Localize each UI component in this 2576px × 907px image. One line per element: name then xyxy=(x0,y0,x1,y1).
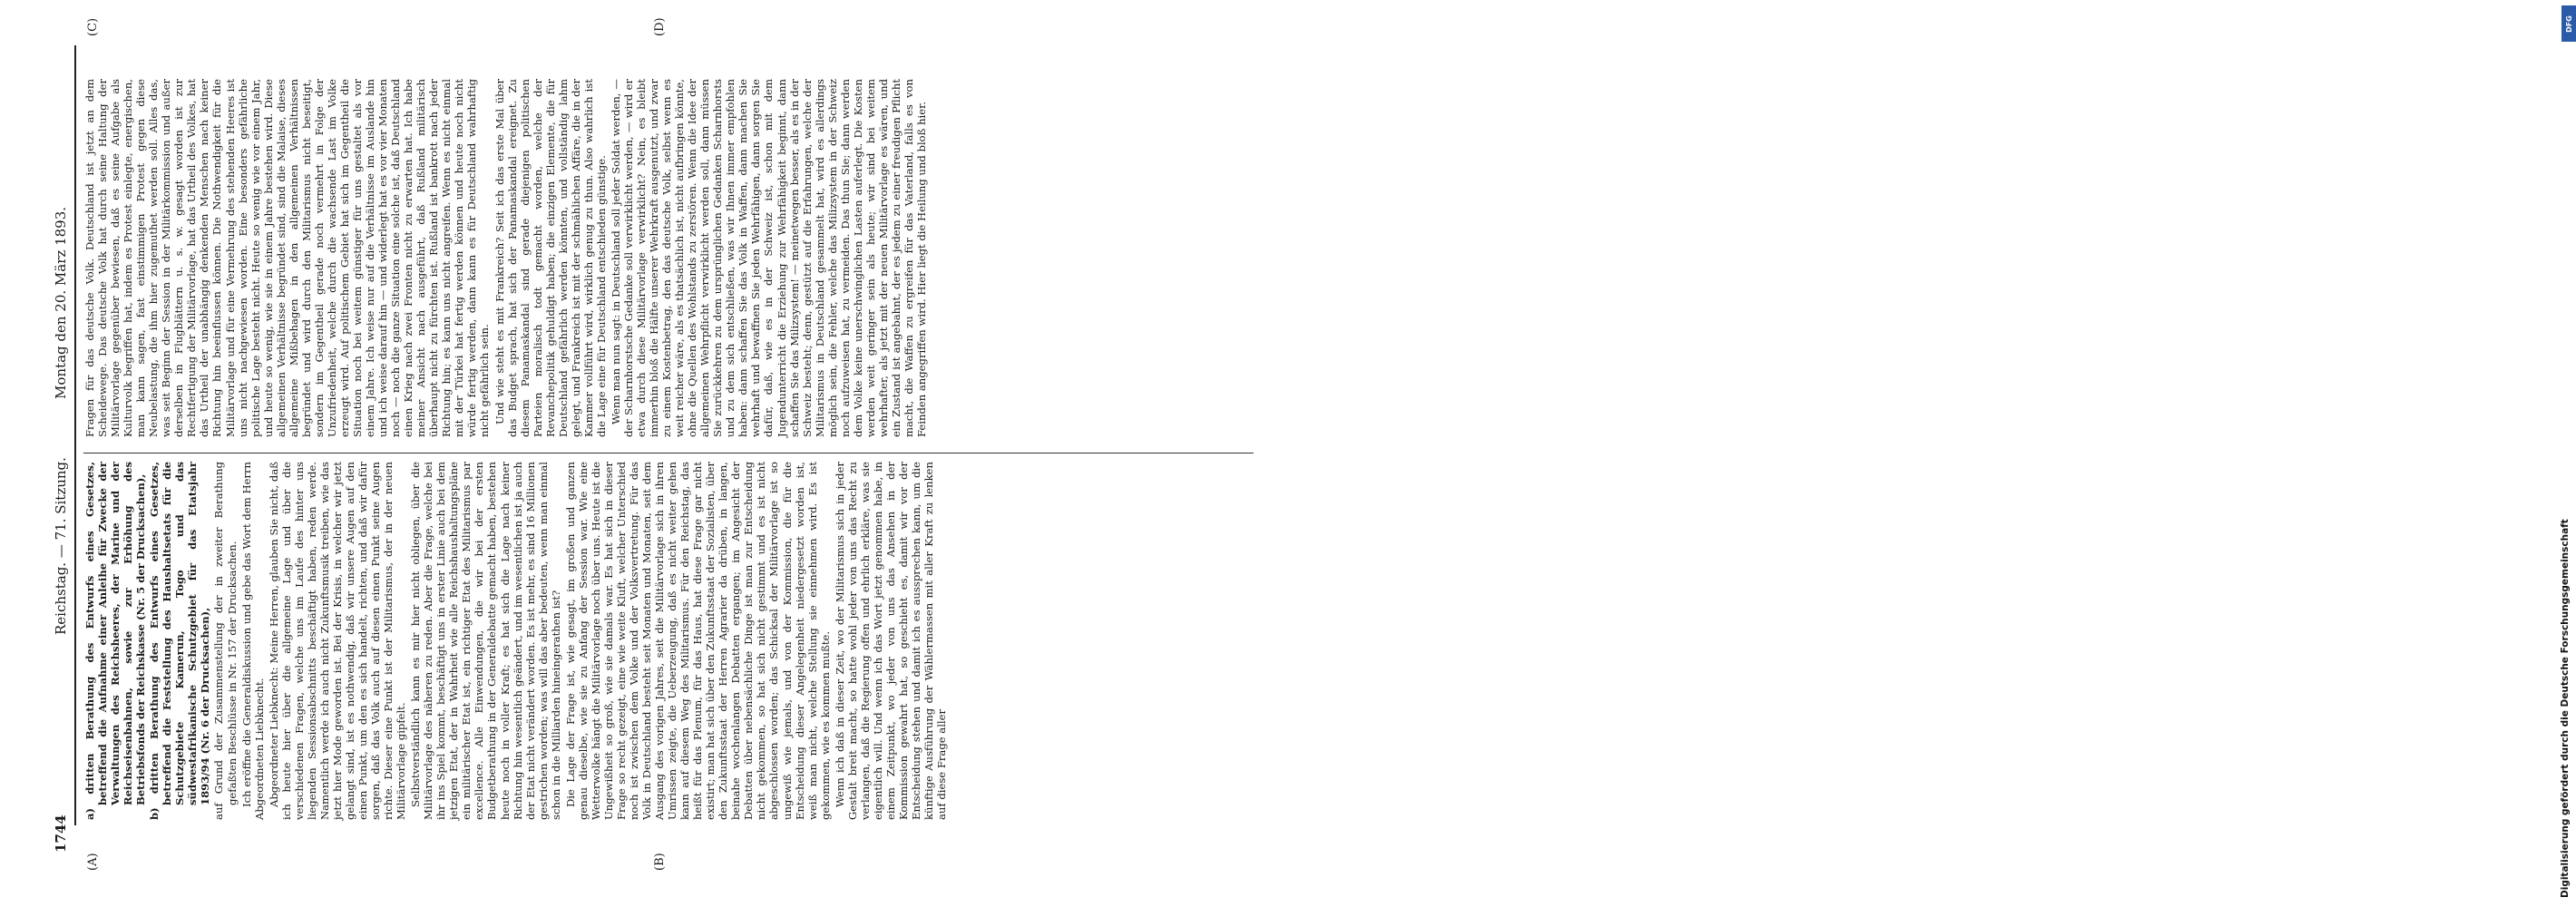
paragraph: Fragen für das deutsche Volk. Deutschland ist jetzt an dem Scheidewege. Das deutsche Volk hat durch seine Haltung der Militärvorlage gegenüber bewiesen, daß es seine Aufgabe als Kulturvolk begriffen hat, indem es Protest einlegte, energischen, man kann sagen, fast einstimmigen Protest gegen diese Neubelastung, die ihm hier zugemuthet werden soll. Alles das, was seit Beginn der Session in der Militärkommission und außer derselben in Flugblättern u. s. w. gesagt worden ist zur Rechtfertigung der Militärvorlage, hat das Urtheil des Volkes, hat das Urtheil der unabhängig denkenden Menschen nach keiner Richtung hin beeinflussen können. Die Nothwendigkeit für die Militärvorlage und für eine Vermehrung des stehenden Heeres ist uns nicht nachgewiesen worden. Eine besonders gefährliche politische Lage besteht nicht. Heute so wenig wie vor einem Jahr, und heute so wenig, wie sie in einem Jahre bestehen wird. Diese allgemeinen Verhältnisse begründet sind, sind die Malaise, dieses allgemeine Mißbehagen in den allgemeinen Verhältnissen begründet und wird durch den Militarismus nicht beseitigt, sondern im Gegentheil gerade noch vermehrt in Folge der Unzufriedenheit, welche durch die wachsende Last im Volke erzeugt wird. Auf politischem Gebiet hat sich im Gegentheil die Situation noch bei weitem günstiger für uns gestaltet als vor einem Jahre. Ich weise nur auf die Verhältnisse im Auslande hin und ich weise darauf hin — und widerlegt hat es vor vier Monaten noch — noch die ganze Situation eine solche ist, daß Deutschland einen Krieg nach zwei Fronten nicht zu erwarten hat. Ich habe meiner Ansicht nach ausgeführt, daß Rußland militärisch überhaupt nicht zu fürchten ist. Rußland ist bankrott nach jeder Richtung hin; es kann uns nicht angreifen. Wenn es nicht einmal mit der Türkei hat fertig werden können und heute noch nicht würde fertig werden, dann kann es für Deutschland wahrhaftig nicht gefährlich sein. xyxy=(83,79,492,437)
header-left-title: Reichstag. — 71. Sitzung. xyxy=(53,457,69,635)
paragraph: Und wie steht es mit Frankreich? Seit ich das erste Mal über das Budget sprach, hat sich der Panamaskandal ereignet. Zu diesem Panamaskandal sind gerade diejenigen politischen Parteien moralisch todt gemacht worden, welche der Revanchepolitik gehuldigt haben; die einzigen Elemente, die für Deutschland gefährlich werden könnten, und vollständig lahm gelegt, und Frankreich ist mit der schmählichen Affäre, die in der Kammer vollführt wird, wirklich genug zu thun. Also wahrlich ist die Lage eine für Deutschland entschieden günstige. xyxy=(493,79,608,437)
speech-paragraph: Abgeordneter Liebknecht: Meine Herren, glauben Sie nicht, daß ich heute hier über die allgemeine Lage und über die verschiedenen Fragen, welche uns im Laufe des hinter uns liegenden Sessionsabschnitts beschäftigt haben, reden werde. Namentlich werde ich auch nicht Zukunftsmusik treiben, wie das jetzt hier Mode geworden ist. Bei der Krisis, in welcher wir jetzt gelangt sind, ist es nothwendig, daß wir unsere Augen auf den einen Punkt, um den es sich handelt, richten, und daß wir dafür sorgen, daß das Volk auch auf diesen einen Punkt seine Augen richte. Dieser eine Punkt ist der Militarismus, der in der neuen Militärvorlage gipfelt. xyxy=(267,462,408,820)
paragraph: Ich eröffne die Generaldiskussion und gebe das Wort dem Herrn Abgeordneten Liebknecht. xyxy=(239,462,266,820)
digitization-credit-text: Digitalisierung gefördert durch die Deutsche Forschungsgemeinschaft xyxy=(2560,519,2571,898)
paragraph: Wenn man nun sagt: in Deutschland soll jeder Soldat werden, — der Scharnhorstsche Gedanke soll verwirklicht werden, — wird er etwa durch diese Militärvorlage verwirklicht? Nein, es bleibt immerhin bloß die Hälfte unserer Wehrkraft ausgenutzt, und zwar zu einem Kostenbetrag, den das deutsche Volk, selbst wenn es weit reicher wäre, als es thatsächlich ist, nicht aufbringen könnte, ohne die Quellen des Wohlstands zu zerstören. Wenn die Idee der allgemeinen Wehrpflicht verwirklicht werden soll, dann müssen Sie zurückkehren zu dem ursprünglichen Gedanken Scharnhorsts und zu dem sich entschließen, was wir Ihnen immer empfohlen haben: dann schaffen Sie das Volk in Waffen, dann machen Sie wehrhaft und bewaffnen Sie jeden Wehrfähigen, dann sorgen Sie dafür, daß, wie es in der Schweiz ist, schon mit dem Jugendunterricht die Erziehung zur Wehrfähigkeit beginnt, dann schaffen Sie das Milizsystem! — meinetwegen besser, als es in der Schweiz besteht; denn, gestützt auf die Erfahrungen, welche der Militarismus in Deutschland gesammelt hat, wird es allerdings möglich sein, die Fehler, welche das Milizsystem in der Schweiz noch aufzuweisen hat, zu vermeiden. Das thun Sie; dann werden dem Volke keine unerschwinglichen Lasten auferlegt. Die Kosten werden weit geringer sein als heute; wir sind bei weitem wehrhafter, als jetzt mit der neuen Militärvorlage es wären, und ein Zustand ist angebahnt, der es jedem zu einer freudigen Pflicht macht, die Waffen zu ergreifen für das Vaterland, falls es von Feinden angegriffen wird. Hier liegt die Heilung und bloß hier. xyxy=(609,79,929,437)
agenda-list xyxy=(83,462,239,820)
margin-marker-b: (B) xyxy=(653,853,667,871)
page-number: 1744 xyxy=(53,814,69,853)
agenda-note: auf Grund der Zusammenstellung der in zweiter Berathung gefaßten Beschlüsse in Nr. 157 der Drucksachen. xyxy=(212,462,239,820)
header-right-title: Montag den 20. März 1893. xyxy=(53,206,69,399)
right-column xyxy=(83,79,930,437)
agenda-item-b: b) dritten Berathung des Entwurfs eines Gesetzes, betreffend die Feststellung des Haushaltsetats für die Schutzgebiete Kamerun, Togo und das südwestafrikanische Schutzgebiet für das Etatsjahr 1893/94 (Nr. 6 der Drucksachen), xyxy=(148,462,212,820)
paragraph: Selbstverständlich kann es mir hier nicht obliegen, über die Militärvorlage des näheren zu reden. Aber die Frage, welche bei ihr ins Spiel kommt, beschäftigt uns in erster Linie auch bei dem jetzigen Etat, der in Wahrheit wie alle Reichshaushaltungspläne ein militärischer Etat ist, ein richtiger Etat des Militarismus par excellence. Alle Einwendungen, die wir bei der ersten Budgetberathung in der Generaldebatte gemacht haben, bestehen heute noch in voller Kraft; es hat sich die Lage nach keiner Richtung hin wesentlich geändert, und im wesentlichen ist ja auch der Etat nicht verändert worden. Es ist mehr, es sind 16 Millionen gestrichen worden; was will das aber bedeuten, wenn man einmal schon in die Milliarden hineingerathen ist? xyxy=(409,462,562,820)
margin-marker-d: (D) xyxy=(653,17,667,36)
paragraph: Die Lage der Frage ist, wie gesagt, im großen und ganzen genau dieselbe, wie sie zu Anfang der Session war. Wie eine Wetterwolke hängt die Militärvorlage noch über uns. Heute ist die Ungewißheit so groß, wie sie damals war. Es hat sich in dieser Frage so recht gezeigt, eine wie weite Kluft, welcher Unterschied noch ist zwischen dem Volke und der Volksvertretung. Für das Volk in Deutschland besteht seit Monaten und Monaten, seit dem Ausgang des vorigen Jahres, seit die Militärvorlage sich in ihren Umrissen zeigte, die Ueberzeugung, daß es nicht weiter gehen kann auf diesem Weg des Militarismus. Für den Reichstag, das heißt für das Plenum, für das Haus, hat diese Frage gar nicht existirt; man hat sich über den Zukunftsstaat der Sozialisten, über den Zukunftsstaat der Herren Agrarier da drüben, in langen, beinahe wochenlangen Debatten ergangen; im Angesicht der Debatten über nebensächliche Dinge ist man zur Entscheidung nicht gekommen, so hat sich nicht gestimmt und es ist nicht abgeschlossen worden; das Schicksal der Militärvorlage ist so ungewiß wie jemals, und von der Kommission, die für die Entscheidung dieser Angelegenheit niedergesetzt worden ist, weiß man nicht, welche Stellung sie einnehmen wird. Es ist gekommen, wie es kommen mußte. xyxy=(563,462,832,820)
left-column xyxy=(83,462,950,820)
dfg-logo-text: DFG xyxy=(2564,15,2573,33)
agenda-item-a: a) dritten Berathung des Entwurfs eines Gesetzes, betreffend die Aufnahme einer Anleihe für Zwecke der Verwaltungen des Reichsheeres, der Marine und der Reichseisenbahnen, sowie zur Erhöhung des Betriebsfonds der Reichskasse (Nr. 5 der Drucksachen), xyxy=(83,462,148,820)
margin-marker-a: (A) xyxy=(86,853,100,871)
header-rule xyxy=(74,45,76,825)
margin-marker-c: (C) xyxy=(86,17,100,36)
paragraph: Wenn ich daß in dieser Zeit, wo der Militarismus sich in jeder Gestalt breit macht, so hatte wohl jeder von uns das Recht zu verlangen, daß die Regierung offen und ehrlich erkläre, was sie eigentlich will. Und wenn ich das Wort jetzt genommen habe, in einem Zeitpunkt, wo jeder von uns das Ansehen in der Kommission gewahrt hat, so geschieht es, damit wir vor der Entscheidung stehen und damit ich es aussprechen kann, um die künftige Ausführung der Wählermassen mit aller Kraft zu lenken auf diese Frage aller xyxy=(833,462,949,820)
column-divider xyxy=(83,453,1254,454)
